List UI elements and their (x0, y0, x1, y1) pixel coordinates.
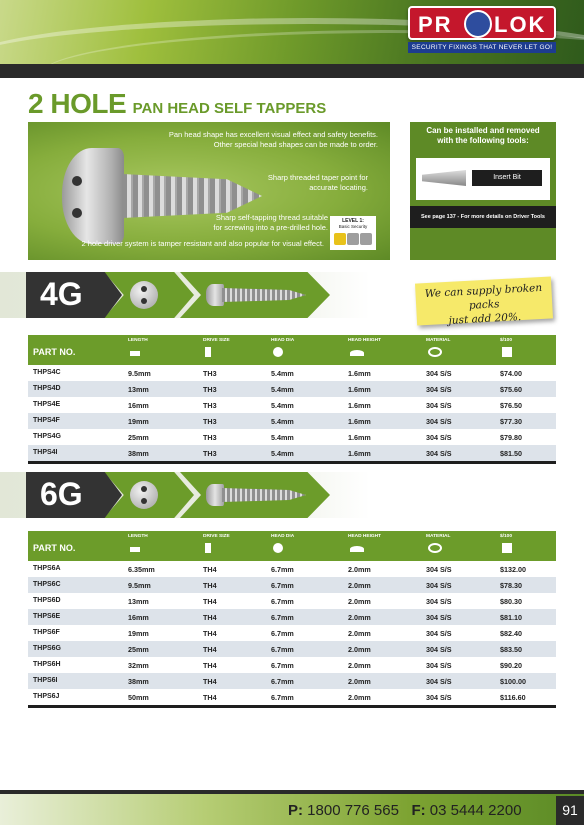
cell-head-height: 2.0mm (348, 629, 371, 638)
col-head-dia: HEAD DIA (271, 338, 295, 343)
table-row (28, 413, 556, 429)
cell-part-no: THPS4C (33, 369, 61, 376)
page-title (28, 88, 326, 120)
table-row (28, 689, 556, 705)
title-main: 2 HOLE (28, 88, 127, 119)
cell-part-no: THPS6E (33, 613, 61, 620)
size-label: 4G (40, 276, 83, 312)
cell-part-no: THPS6F (33, 629, 60, 636)
cell-head-dia: 5.4mm (271, 449, 294, 458)
cell-material: 304 S/S (426, 645, 452, 654)
cell-head-height: 2.0mm (348, 661, 371, 670)
logo-plate (408, 6, 556, 40)
cell-part-no: THPS4I (33, 449, 58, 456)
col-head-height: HEAD HEIGHT (348, 534, 382, 539)
head-hole (141, 486, 147, 492)
col-material: MATERIAL (426, 534, 451, 539)
cell-price: $76.50 (500, 401, 522, 410)
callout-thread (138, 213, 328, 233)
cell-length: 25mm (128, 433, 149, 442)
cell-part-no: THPS4E (33, 401, 61, 408)
cell-part-no: THPS6J (33, 693, 60, 700)
col-material: MATERIAL (426, 338, 451, 343)
broken-packs-note (415, 276, 553, 325)
cell-length: 50mm (128, 693, 149, 702)
cell-price: $82.40 (500, 629, 522, 638)
logo-tagline: SECURITY FIXINGS THAT NEVER LET GO! (408, 42, 556, 53)
cell-length: 13mm (128, 597, 149, 606)
table-body (28, 561, 556, 708)
cell-price: $81.50 (500, 449, 522, 458)
cell-drive-size: TH3 (203, 385, 217, 394)
col-head-height: HEAD HEIGHT (348, 338, 382, 343)
table-row (28, 657, 556, 673)
col-drive-size: DRIVE SIZE (203, 338, 230, 343)
cell-material: 304 S/S (426, 581, 452, 590)
table-header (28, 335, 556, 365)
head-hole (141, 286, 147, 292)
note-line: just add 20%. (448, 311, 522, 327)
footer-dark-strip (0, 790, 584, 794)
cell-drive-size: TH3 (203, 369, 217, 378)
cell-head-dia: 6.7mm (271, 597, 294, 606)
cell-price: $83.50 (500, 645, 522, 654)
cell-material: 304 S/S (426, 597, 452, 606)
cell-head-height: 1.6mm (348, 417, 371, 426)
cell-part-no: THPS6I (33, 677, 58, 684)
cell-drive-size: TH4 (203, 677, 217, 686)
cell-head-dia: 6.7mm (271, 565, 294, 574)
screw-head-shape (206, 484, 224, 506)
cell-head-dia: 5.4mm (271, 417, 294, 426)
cell-head-dia: 6.7mm (271, 661, 294, 670)
phone-number: 1800 776 565 (307, 802, 399, 819)
table-row (28, 609, 556, 625)
cell-part-no: THPS4D (33, 385, 61, 392)
tools-panel (410, 122, 556, 260)
callout-head-shape (138, 130, 378, 150)
cell-price: $75.60 (500, 385, 522, 394)
col-head-dia: HEAD DIA (271, 534, 295, 539)
box-icon (502, 543, 512, 553)
cell-part-no: THPS6H (33, 661, 61, 668)
insert-bit-image (416, 158, 550, 200)
cell-price: $90.20 (500, 661, 522, 670)
logo-text-left: PR (418, 12, 453, 37)
cell-material: 304 S/S (426, 693, 452, 702)
cell-drive-size: TH4 (203, 581, 217, 590)
cell-head-dia: 6.7mm (271, 613, 294, 622)
cell-price: $100.00 (500, 677, 526, 686)
cell-price: $78.30 (500, 581, 522, 590)
cell-material: 304 S/S (426, 449, 452, 458)
table-row (28, 429, 556, 445)
contact-line (288, 802, 522, 819)
table-6g (28, 531, 556, 708)
cell-head-dia: 6.7mm (271, 693, 294, 702)
cell-length: 25mm (128, 645, 149, 654)
cell-drive-size: TH3 (203, 433, 217, 442)
tools-heading-line: Can be installed and removed (426, 126, 540, 135)
cell-head-height: 2.0mm (348, 693, 371, 702)
cell-drive-size: TH4 (203, 597, 217, 606)
insert-bit-label: Insert Bit (472, 170, 542, 186)
length-icon (130, 547, 140, 552)
callout-line: for screwing into a pre-drilled hole. (213, 223, 328, 232)
cell-price: $116.60 (500, 693, 526, 702)
material-icon (428, 543, 442, 553)
feature-panel (28, 122, 390, 260)
cell-head-dia: 6.7mm (271, 581, 294, 590)
lock-icon-grey (347, 233, 359, 245)
table-row (28, 577, 556, 593)
cell-drive-size: TH4 (203, 613, 217, 622)
security-level-box (330, 216, 376, 250)
cell-length: 16mm (128, 613, 149, 622)
two-hole-head-icon (130, 281, 158, 309)
cell-material: 304 S/S (426, 629, 452, 638)
callout-line: accurate locating. (309, 183, 368, 192)
tools-reference: See page 137 - For more details on Driver Tools (410, 206, 556, 228)
cell-head-height: 1.6mm (348, 369, 371, 378)
cell-material: 304 S/S (426, 385, 452, 394)
callout-line: Pan head shape has excellent visual effect and safety benefits. (168, 130, 378, 139)
table-row (28, 673, 556, 689)
cell-material: 304 S/S (426, 613, 452, 622)
lock-icon-grey-2 (360, 233, 372, 245)
cell-part-no: THPS4G (33, 433, 62, 440)
cell-price: $81.10 (500, 613, 522, 622)
table-row (28, 625, 556, 641)
note-line: We can supply broken packs (424, 281, 543, 312)
callout-line: Sharp threaded taper point for (267, 173, 368, 182)
cell-part-no: THPS6C (33, 581, 61, 588)
cell-head-dia: 5.4mm (271, 401, 294, 410)
cell-drive-size: TH4 (203, 629, 217, 638)
tools-heading (414, 126, 552, 146)
cell-length: 9.5mm (128, 369, 151, 378)
two-hole-head-icon (130, 481, 158, 509)
cell-price: $80.30 (500, 597, 522, 606)
cell-length: 9.5mm (128, 581, 151, 590)
cell-head-height: 2.0mm (348, 677, 371, 686)
cell-drive-size: TH4 (203, 565, 217, 574)
col-price: $/100 (500, 534, 513, 539)
cell-length: 19mm (128, 417, 149, 426)
cell-length: 32mm (128, 661, 149, 670)
title-sub: PAN HEAD SELF TAPPERS (132, 100, 327, 117)
callout-taper-point (228, 173, 368, 193)
cell-part-no: THPS6G (33, 645, 62, 652)
cell-price: $74.00 (500, 369, 522, 378)
insert-bit-icon (422, 170, 466, 186)
cell-length: 38mm (128, 677, 149, 686)
page-number: 91 (556, 796, 584, 825)
table-row (28, 381, 556, 397)
cell-drive-size: TH4 (203, 661, 217, 670)
table-row (28, 593, 556, 609)
cell-length: 6.35mm (128, 565, 155, 574)
cell-head-dia: 6.7mm (271, 645, 294, 654)
head-dia-icon (273, 347, 283, 357)
box-icon (502, 347, 512, 357)
cell-part-no: THPS6A (33, 565, 61, 572)
cell-drive-size: TH3 (203, 401, 217, 410)
screw-side-icon (206, 284, 306, 306)
drive-size-icon (205, 347, 211, 357)
cell-head-height: 1.6mm (348, 385, 371, 394)
cell-length: 13mm (128, 385, 149, 394)
fax-label: F: (411, 802, 426, 819)
head-height-icon (350, 546, 364, 552)
col-length: LENGTH (128, 534, 148, 539)
table-row (28, 641, 556, 657)
table-row (28, 397, 556, 413)
cell-material: 304 S/S (426, 433, 452, 442)
cell-head-dia: 6.7mm (271, 677, 294, 686)
table-4g (28, 335, 556, 464)
screw-head-image (62, 148, 124, 244)
cell-material: 304 S/S (426, 401, 452, 410)
col-drive-size: DRIVE SIZE (203, 534, 230, 539)
lock-icon-gold (334, 233, 346, 245)
col-part-no: PART NO. (33, 347, 76, 357)
callout-line: Sharp self-tapping thread suitable (215, 213, 328, 222)
table-body (28, 365, 556, 464)
head-hole (141, 498, 147, 504)
screw-shank-shape (222, 488, 306, 502)
screw-shank-shape (222, 288, 306, 302)
head-height-icon (350, 350, 364, 356)
screw-hole-top (72, 176, 82, 186)
head-dia-icon (273, 543, 283, 553)
screw-side-icon (206, 484, 306, 506)
callout-driver-system: 2 hole driver system is tamper resistant and also popular for visual effect. (81, 239, 324, 248)
phone-label: P: (288, 802, 303, 819)
col-price: $/100 (500, 338, 513, 343)
level-subtitle: Basic Security (338, 224, 368, 229)
screw-head-shape (206, 284, 224, 306)
cell-price: $77.30 (500, 417, 522, 426)
header-dark-strip (0, 64, 584, 78)
table-row (28, 561, 556, 577)
col-length: LENGTH (128, 338, 148, 343)
cell-material: 304 S/S (426, 677, 452, 686)
table-row (28, 445, 556, 461)
cell-drive-size: TH4 (203, 645, 217, 654)
cell-head-dia: 6.7mm (271, 629, 294, 638)
table-bottom-rule (28, 461, 556, 464)
cell-material: 304 S/S (426, 417, 452, 426)
cell-head-dia: 5.4mm (271, 433, 294, 442)
cell-length: 16mm (128, 401, 149, 410)
cell-head-dia: 5.4mm (271, 369, 294, 378)
cell-material: 304 S/S (426, 565, 452, 574)
cell-drive-size: TH3 (203, 449, 217, 458)
table-row (28, 365, 556, 381)
cell-head-height: 2.0mm (348, 581, 371, 590)
cell-material: 304 S/S (426, 661, 452, 670)
tools-heading-line: with the following tools: (437, 136, 529, 145)
col-part-no: PART NO. (33, 543, 76, 553)
logo-lock-icon (464, 10, 492, 38)
cell-price: $79.80 (500, 433, 522, 442)
fax-number: 03 5444 2200 (429, 802, 522, 819)
size-label: 6G (40, 476, 83, 512)
cell-part-no: THPS6D (33, 597, 61, 604)
cell-head-height: 1.6mm (348, 449, 371, 458)
level-title: LEVEL 1: (342, 218, 364, 224)
cell-head-height: 1.6mm (348, 401, 371, 410)
cell-price: $132.00 (500, 565, 526, 574)
screw-hole-bottom (72, 208, 82, 218)
logo-text-right: LOK (494, 12, 547, 37)
cell-head-height: 1.6mm (348, 433, 371, 442)
cell-head-dia: 5.4mm (271, 385, 294, 394)
prolok-logo (408, 6, 556, 54)
callout-line: Other special head shapes can be made to order. (213, 140, 378, 149)
table-header (28, 531, 556, 561)
cell-part-no: THPS4F (33, 417, 60, 424)
size-band-6g (0, 472, 370, 518)
cell-head-height: 2.0mm (348, 645, 371, 654)
cell-head-height: 2.0mm (348, 613, 371, 622)
drive-size-icon (205, 543, 211, 553)
length-icon (130, 351, 140, 356)
head-hole (141, 298, 147, 304)
cell-head-height: 2.0mm (348, 597, 371, 606)
cell-material: 304 S/S (426, 369, 452, 378)
size-band-4g (0, 272, 370, 318)
cell-drive-size: TH4 (203, 693, 217, 702)
cell-head-height: 2.0mm (348, 565, 371, 574)
cell-length: 38mm (128, 449, 149, 458)
cell-length: 19mm (128, 629, 149, 638)
material-icon (428, 347, 442, 357)
table-bottom-rule (28, 705, 556, 708)
cell-drive-size: TH3 (203, 417, 217, 426)
